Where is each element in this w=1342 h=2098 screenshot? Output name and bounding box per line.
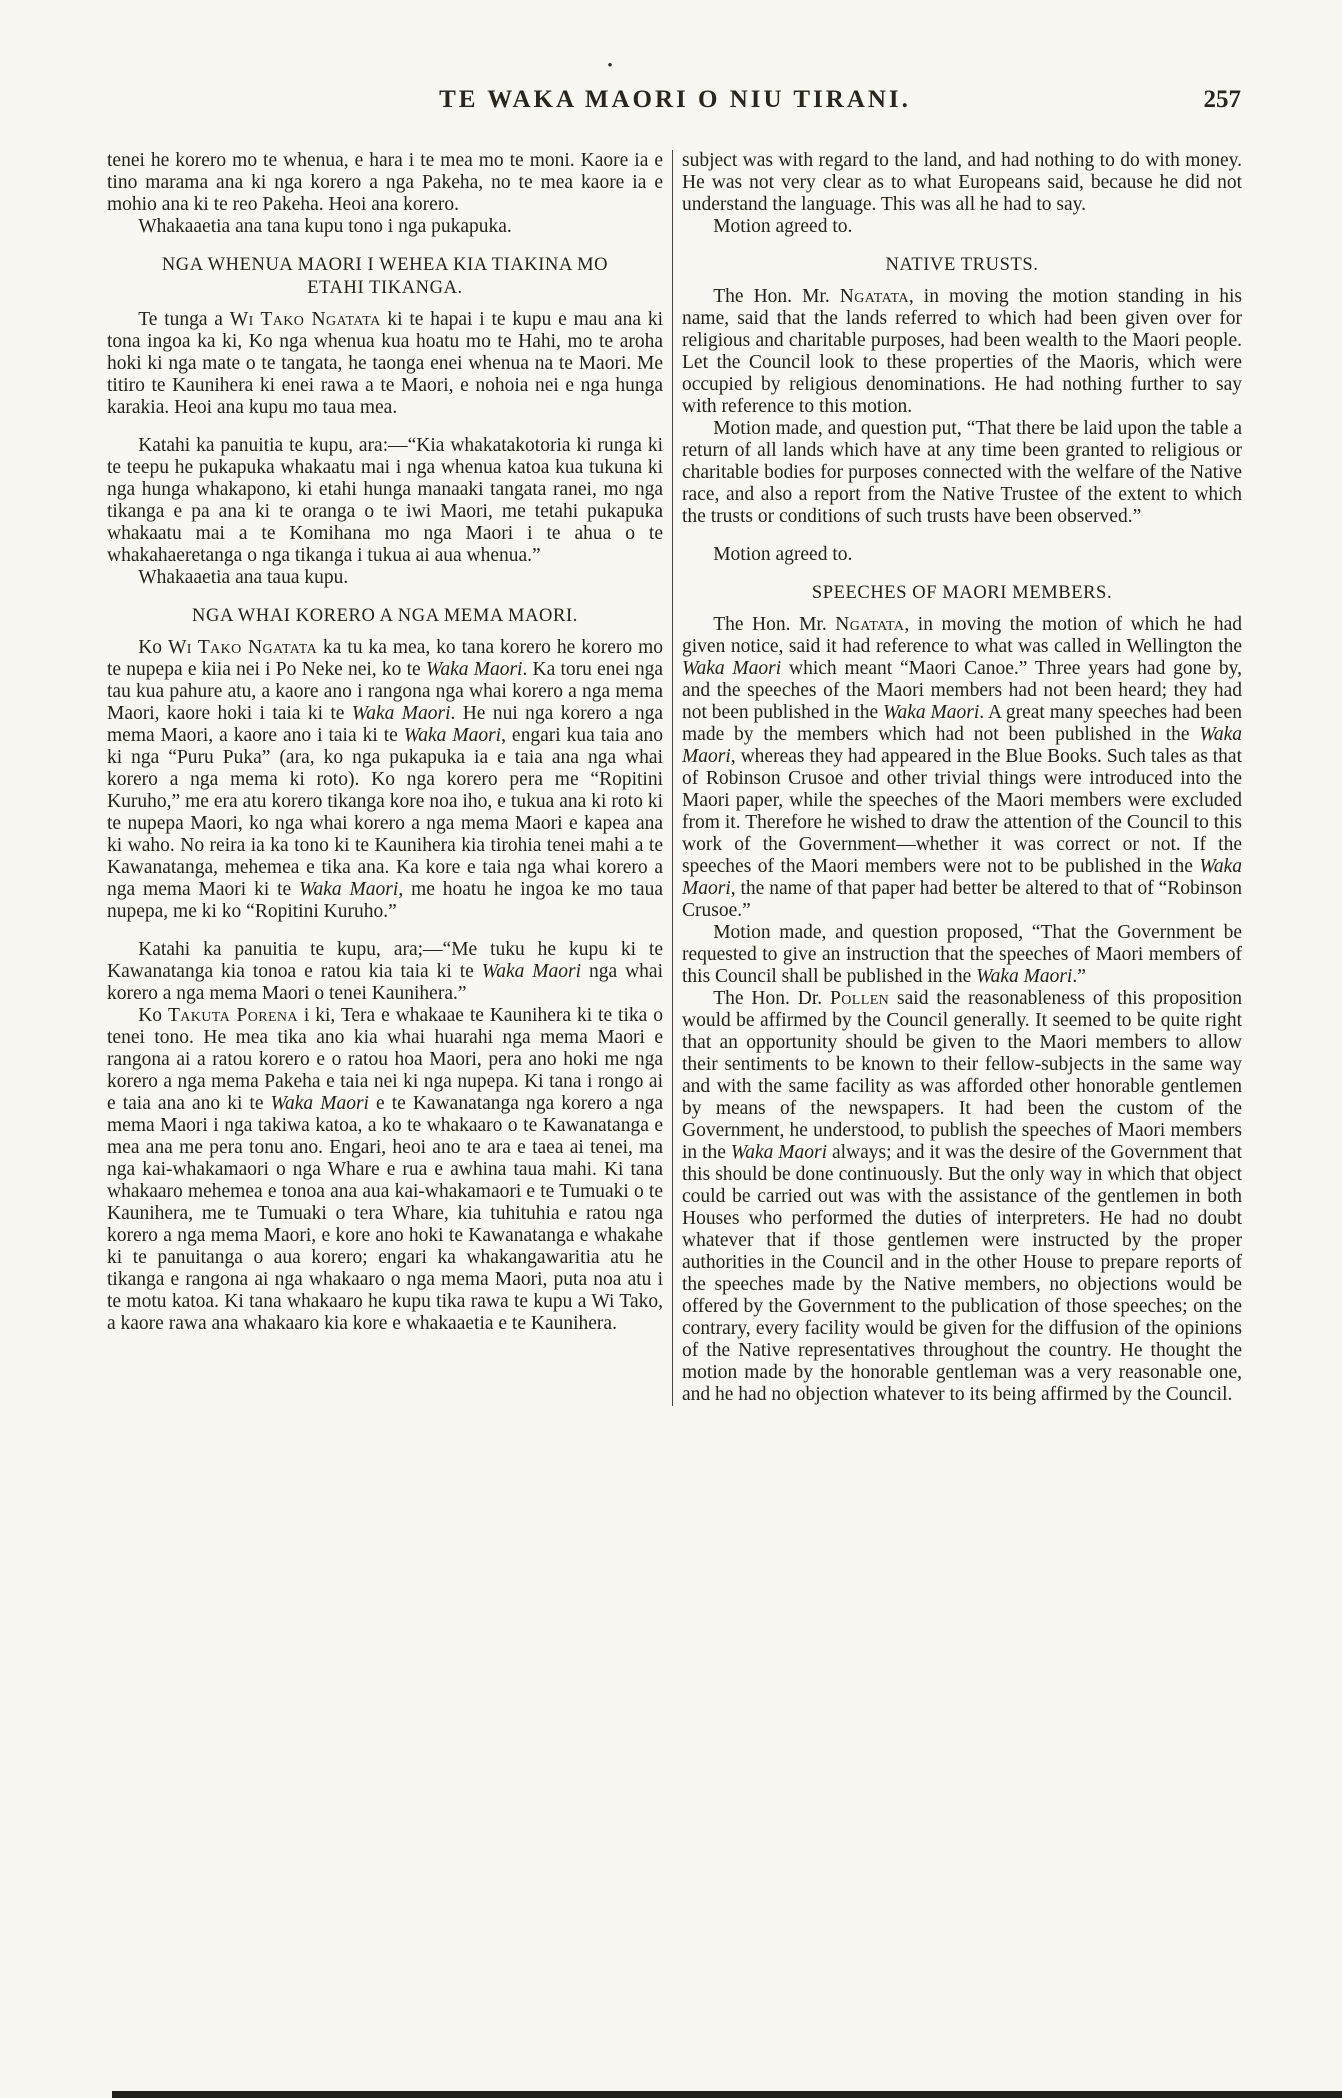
text-run: Katahi ka panuitia te kupu, ara;—“Me tuku he kupu ki te Kawanatanga kia tonoa e ratou kia taia ki te (107, 939, 663, 982)
text-run: e te Kawanatanga nga korero a nga mema Maori i nga takiwa katoa, a ko te whakaaro o te Kawanatanga e mea ana me pera tonu ano. Engari, heoi ano te ara e taea ai tenei, ma nga kai-whakamaori o nga Whare e rua e awhina taua mahi. Ki tana whakaaro mehemea e tonoa ana aua kai-whakamaori e te Tumuaki o te Kaunihera, me te Tumuaki o tera Whare, kia tuhituhia e ratou nga korero a nga mema Maori, e kore ano hoki te Kawanatanga e whakahe ki te panuitanga o aua korero; engari ka whakangawaritia atu he tikanga e rangona ai nga whakaaro o nga mema Maori, puta noa atu i te motu katoa. Ki tana whakaaro he kupu tika rawa te kupu a Wi Tako, a kaore rawa ana whakaaro kia kore e whakaaetia e te Kaunihera. (107, 1093, 663, 1334)
text-run: Waka Maori (883, 702, 980, 723)
text-run: Whakaaetia ana taua kupu. (138, 567, 349, 588)
right-column (682, 150, 1242, 1406)
text-run: i ki, Tera e whakaae te Kaunihera ki te tika o tenei tono. He mea tika ano kia whai huarahi nga mema Maori e rangona ai a ratou korero e o ratou hoa Maori, pera ano hoki me nga korero a nga mema Pakeha e taia nei ki nga nupepa. Ki tana i rongo ai e taia ana ano ki te (107, 1005, 663, 1114)
paragraph (107, 567, 663, 589)
text-run: Whakaaetia ana tana kupu tono i nga pukapuka. (138, 216, 512, 237)
paragraph (682, 922, 1242, 988)
paragraph (682, 286, 1242, 418)
text-run: , engari kua taia ano ki nga “Puru Puka” (ara, ko nga pukapuka ia e taia ana nga whai korero a nga mema ki roto). Ko nga korero pera me “Ropitini Kuruho,” me era atu korero tikanga kore noa iho, e tukua ana ki roto ki te nupepa Maori, ko nga whai korero a nga mema Maori e kapea ana ki waho. No reira ia ka tono ki te Kaunihera kia tirohia tenei mahi a te Kawanatanga, mehemea e tika ana. Ka kore e taia nga whai korero a nga mema Maori ki te (107, 725, 663, 900)
text-run: Ko (138, 637, 168, 658)
text-run: , in moving the motion standing in his name, said that the lands referred to which had been given over for religious and charitable purposes, had been wealth to the Maori people. Let the Council look to these properties of the Maoris, which were occupied by religious denominations. He had nothing further to say with reference to this motion. (682, 286, 1242, 417)
text-run: .” (1072, 966, 1086, 987)
paragraph (107, 637, 663, 923)
paragraph (682, 418, 1242, 528)
text-run: Motion agreed to. (713, 216, 853, 237)
paragraph (107, 309, 663, 419)
text-run: Ngatata (835, 614, 905, 635)
text-run: which meant “Maori Canoe.” Three years had gone by, and the speeches of the Maori members had not been heard; they had not been published in the (682, 658, 1242, 723)
text-run: Takuta Porena (167, 1005, 298, 1026)
column-divider (672, 150, 673, 1406)
text-run: Waka Maori (730, 1142, 828, 1163)
section-heading (131, 605, 639, 628)
left-column (107, 150, 663, 1406)
text-run: Motion made, and question put, “That there be laid upon the table a return of all lands which have at any time been granted to religious or charitable bodies for purposes connected with the welfare of the Native race, and also a report from the Native Trustee of the extent to which the trusts or conditions of such trusts have been observed.” (682, 418, 1242, 527)
text-run: Waka Maori (270, 1093, 369, 1114)
text-run: , in moving the motion of which he had given notice, said it had reference to what was called in Wellington the (682, 614, 1243, 657)
paragraph (682, 614, 1242, 922)
text-run: , the name of that paper had better be altered to that of “Robinson Crusoe.” (682, 878, 1242, 921)
text-run: NGA WHENUA MAORI I WEHEA KIA TIAKINA MO ETAHI TIKANGA. (161, 255, 609, 298)
scan-bottom-edge (112, 2091, 1342, 2098)
section-heading (706, 582, 1218, 605)
text-run: NATIVE TRUSTS. (885, 255, 1039, 275)
text-run: Waka Maori (976, 966, 1073, 987)
section-heading (131, 254, 639, 300)
text-run: Waka Maori (682, 658, 782, 679)
page-title: TE WAKA MAORI O NIU TIRANI. (439, 86, 911, 113)
paragraph (682, 150, 1242, 216)
paragraph (107, 939, 663, 1005)
ink-mark: • (607, 58, 613, 74)
text-run: Waka Maori (682, 724, 1242, 767)
text-run: Ngatata (839, 286, 909, 307)
text-run: , me hoatu he ingoa ke mo taua nupepa, me ki ko “Ropitini Kuruho.” (107, 879, 663, 922)
text-run: The Hon. Mr. (713, 286, 840, 307)
text-run: Wi Tako Ngatata (229, 309, 381, 330)
text-run: The Hon. Mr. (713, 614, 836, 635)
paragraph (682, 216, 1242, 238)
text-run: Waka Maori (682, 856, 1242, 899)
text-run: Waka Maori (481, 961, 582, 982)
paragraph (107, 216, 663, 238)
text-run: Waka Maori (299, 879, 399, 900)
section-heading (706, 254, 1218, 277)
text-run: Te tunga a (138, 309, 230, 330)
two-column-text (107, 150, 1243, 1406)
text-run: ki te hapai i te kupu e mau ana ki tona ingoa ka ki, Ko nga whenua kua hoatu mo te Hahi, mo te aroha hoki ki nga mate o te tangata, he taonga enei whenua na te Maori. Me titiro te Kaunihera ki enei rawa a te Maori, e nohoia nei e nga hunga karakia. Heoi ana kupu mo taua mea. (107, 309, 663, 418)
text-run: SPEECHES OF MAORI MEMBERS. (811, 583, 1113, 603)
paragraph (682, 544, 1242, 566)
text-run: . A great many speeches had been made by the members which had not been published in the (682, 702, 1242, 745)
paragraph (682, 988, 1242, 1406)
text-run: , whereas they had appeared in the Blue Books. Such tales as that of Robinson Crusoe and other trivial things were introduced into the Maori paper, while the speeches of the Maori members were excluded from it. Therefore he wished to draw the attention of the Council to this work of the Government—whether it was correct or not. If the speeches of the Maori members were not to be published in the (682, 746, 1242, 877)
text-run: Pollen (830, 988, 890, 1009)
text-run: Motion agreed to. (713, 544, 853, 565)
text-run: Waka Maori (403, 725, 502, 746)
page-number: 257 (1203, 86, 1241, 113)
text-run: tenei he korero mo te whenua, e hara i te mea mo te moni. Kaore ia e tino marama ana ki nga korero a nga Pakeha, no te mea kaore ia e mohio ana ki te reo Pakeha. Heoi ana korero. (107, 150, 663, 215)
text-run: always; and it was the desire of the Government that this should be done continuously. But the only way in which that object could be carried out was with the assistance of the gentlemen in both Houses who performed the duties of interpreters. He had no doubt whatever that if those gentlemen were instructed by the proper authorities in the Council and in the other House to prepare reports of the speeches made by the Native members, no objections would be offered by the Government to the publication of those speeches; on the contrary, every facility would be given for the diffusion of the opinions of the Native representatives throughout the country. He thought the motion made by the honorable gentleman was a very reasonable one, and he had no objection whatever to its being affirmed by the Council. (682, 1142, 1243, 1405)
text-run: nga whai korero a nga mema Maori o tenei Kaunihera.” (107, 961, 664, 1004)
text-run: NGA WHAI KORERO A NGA MEMA MAORI. (192, 606, 578, 626)
paragraph (107, 1005, 663, 1335)
text-run: Waka Maori (351, 703, 451, 724)
text-run: The Hon. Dr. (713, 988, 831, 1009)
text-run: Katahi ka panuitia te kupu, ara:—“Kia whakatakotoria ki runga ki te teepu he pukapuka whakaatu mai i nga whenua katoa kua tukuna ki nga hunga whakapono, ki etahi hunga manaaki tangata ranei, mo nga tikanga e pa ana ki te oranga o te iwi Maori, me tetahi pukapuka whakaatu mai a te Komihana mo nga Maori i te ahua o te whakahaeretanga o nga tikanga i tukua ai aua whenua.” (107, 435, 663, 566)
text-run: Ko (138, 1005, 168, 1026)
paragraph (107, 435, 663, 567)
page-header (107, 86, 1243, 132)
text-run: . He nui nga korero a nga mema Maori, a kaore ano i taia ki te (107, 703, 664, 746)
text-run: Wi Tako Ngatata (167, 637, 318, 658)
text-run: ka tu ka mea, ko tana korero he korero mo te nupepa e kiia nei i Po Neke nei, ko te (107, 637, 663, 680)
text-run: . Ka toru enei nga tau kua pahure atu, a kaore ano i rangona nga whai korero a nga mema Maori, kaore hoki i taia ki te (107, 659, 663, 724)
text-run: Motion made, and question proposed, “That the Government be requested to give an instruction that the speeches of Maori members of this Council shall be published in the (682, 922, 1242, 987)
text-run: subject was with regard to the land, and had nothing to do with money. He was not very clear as to what Europeans said, because he did not understand the language. This was all he had to say. (682, 150, 1242, 215)
text-run: Waka Maori (425, 659, 523, 680)
paragraph (107, 150, 663, 216)
text-run: said the reasonableness of this proposition would be affirmed by the Council generally. It seemed to be quite right that an opportunity should be given to the Maori members to allow their sentiments to be known to their fellow-subjects in the same way and with the same facility as was afforded other honorable gentlemen by means of the newspapers. It had been the custom of the Government, he understood, to publish the speeches of Maori members in the (682, 988, 1242, 1163)
